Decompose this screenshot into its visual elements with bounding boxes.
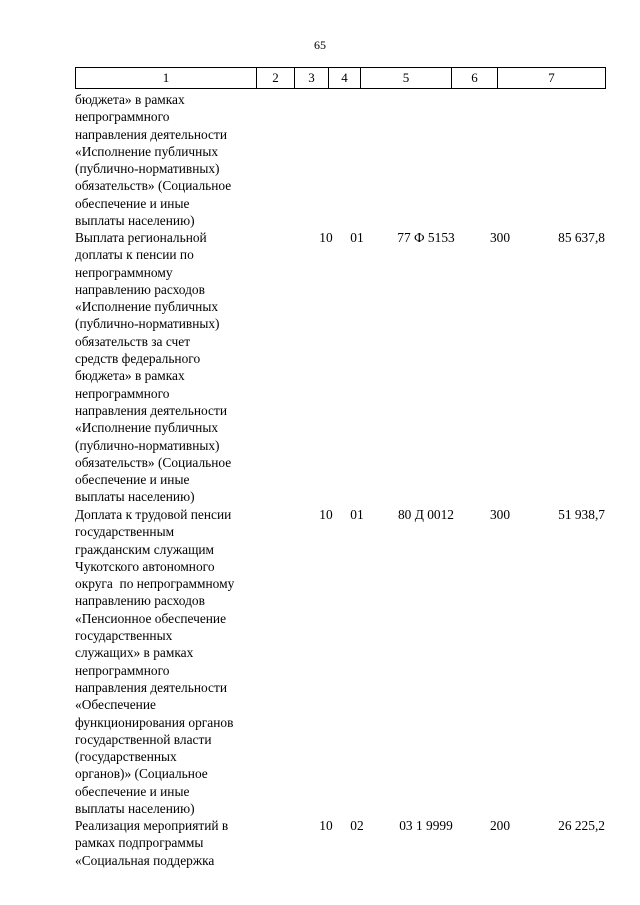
row-description: Выплата региональной доплаты к пенсии по непрограммному направлению расходов «Исполнение публичных (публично-нормативных) обязательств за счет средств федерального бюджета» в рамках непрограммного направления деятельности «Исполнение публичных (публично-нормативных) обязательств» (Социальное обеспечение и иные выплаты населению) [75, 230, 232, 505]
row-expense-type: 300 [489, 230, 511, 245]
row-description: Доплата к трудовой пенсии государственным гражданским служащим Чукотского автономного округа по непрограммному направлению расходов «Пенсионное обеспечение государственных служащих» в рамках непрограммного направления деятельности «Обеспечение функционирования органов государственной власти (государственных органов)» (Социальное обеспечение и иные выплаты населению) [75, 507, 235, 817]
column-header-5: 5 [361, 68, 452, 89]
row-target-code: 77 Ф 5153 [397, 230, 455, 245]
row-section: 10 [319, 818, 333, 833]
column-header-6: 6 [452, 68, 498, 89]
row-expense-type: 300 [489, 507, 511, 522]
row-section: 10 [319, 507, 333, 522]
row-amount: 85 637,8 [558, 230, 605, 245]
row-subsection: 01 [350, 230, 364, 245]
column-header-table [75, 67, 606, 89]
column-header-2: 2 [257, 68, 295, 89]
row-subsection: 01 [350, 507, 364, 522]
row-target-code: 80 Д 0012 [397, 507, 454, 522]
column-header-1: 1 [76, 68, 257, 89]
column-header-7: 7 [498, 68, 606, 89]
row-description: бюджета» в рамках непрограммного направления деятельности «Исполнение публичных (публично-нормативных) обязательств» (Социальное обеспечение и иные выплаты населению) [75, 92, 232, 229]
row-subsection: 02 [350, 818, 364, 833]
column-header-3: 3 [295, 68, 329, 89]
row-expense-type: 200 [489, 818, 511, 833]
column-header-row [76, 68, 606, 89]
column-header-4: 4 [329, 68, 361, 89]
row-amount: 26 225,2 [558, 818, 605, 833]
row-target-code: 03 1 9999 [399, 818, 453, 833]
row-amount: 51 938,7 [558, 507, 605, 522]
row-section: 10 [319, 230, 333, 245]
page-number: 65 [314, 38, 326, 52]
row-description: Реализация мероприятий в рамках подпрограммы «Социальная поддержка [75, 818, 229, 868]
